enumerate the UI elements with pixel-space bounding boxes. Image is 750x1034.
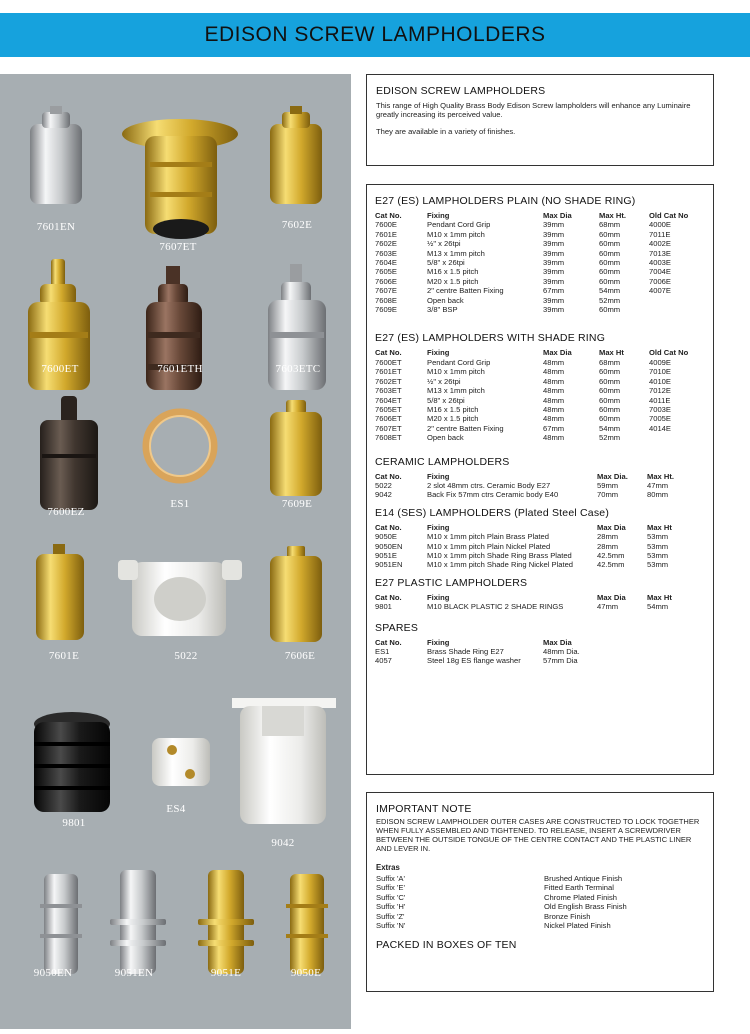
caption-7602e: 7602E	[281, 219, 313, 231]
table-header-row	[375, 638, 613, 647]
intro-paragraph: This range of High Quality Brass Body Edison Screw lampholders will enhance any Luminaire greatly increasing its perceived value.	[376, 101, 691, 119]
ceramic-table	[375, 472, 697, 500]
table-row	[375, 542, 697, 551]
table-row	[375, 551, 697, 560]
table-row	[375, 239, 709, 248]
caption-7601en: 7601EN	[36, 221, 76, 233]
caption-9042: 9042	[271, 837, 295, 849]
table-row	[375, 532, 697, 541]
header-fixing: Fixing	[427, 522, 450, 532]
table-header-row	[375, 523, 697, 532]
table-cell: 54mm	[599, 286, 621, 296]
table-cell: 7010E	[649, 367, 671, 377]
table-row	[375, 377, 709, 386]
lampholder-9051e	[198, 870, 254, 974]
header-max-dia: Max Dia	[543, 348, 572, 358]
table-cell: 7005E	[649, 414, 671, 424]
note-text: EDISON SCREW LAMPHOLDER OUTER CASES ARE CONSTRUCTED TO LOCK TOGETHER WHEN FULLY ASSEMBLED AND TIGHTENED. TO RELEASE, INSERT A SCREWDRIVER BETWEEN THE OUTSIDE TONGUE OF THE CENTRE CONTACT AND THE PLASTIC LINER AND LEVER IN.	[376, 817, 700, 853]
table-cell: 54mm	[647, 602, 669, 612]
header-old-cat-no: Old Cat No	[649, 348, 689, 358]
table-row	[375, 358, 709, 367]
table-cell: 52mm	[599, 433, 621, 443]
lampholder-7607et	[122, 119, 238, 239]
table-row	[375, 267, 709, 276]
table-row	[375, 286, 709, 295]
table-cell: 4014E	[649, 423, 671, 433]
table-cell: 9801	[375, 602, 392, 612]
lampholder-7602e	[270, 106, 322, 204]
table-row	[375, 396, 709, 405]
table-cell: 47mm	[597, 602, 619, 612]
table-cell: 60mm	[599, 395, 621, 405]
table-cell: 60mm	[599, 229, 621, 239]
caption-7601eth: 7601ETH	[157, 363, 203, 375]
caption-es1: ES1	[170, 498, 190, 510]
table-cell: 60mm	[599, 367, 621, 377]
table-cell: Old English Brass Finish	[544, 902, 627, 912]
table-row	[375, 424, 709, 433]
table-cell: M10 x 1mm pitch Shade Ring Nickel Plated	[427, 560, 574, 570]
table-header-row	[375, 348, 709, 357]
plastic-title: E27 PLASTIC LAMPHOLDERS	[375, 576, 528, 589]
table-cell: 60mm	[599, 248, 621, 258]
page-title: EDISON SCREW LAMPHOLDERS	[204, 23, 546, 46]
caption-7606e: 7606E	[284, 650, 316, 662]
caption-7600ez: 7600EZ	[47, 506, 85, 518]
table-cell: 7605E	[375, 267, 397, 277]
table-cell: 60mm	[599, 276, 621, 286]
caption-9050e: 9050E	[290, 967, 322, 979]
extras-title: Extras	[376, 863, 400, 872]
table-cell: 39mm	[543, 305, 565, 315]
packing-note: PACKED IN BOXES OF TEN	[376, 939, 517, 952]
table-cell: 4003E	[649, 258, 671, 268]
header-cat-no: Cat No.	[375, 522, 402, 532]
header-max-dia: Max Dia	[597, 522, 626, 532]
table-cell: M20 x 1.5 pitch	[427, 276, 479, 286]
table-cell: 60mm	[599, 376, 621, 386]
table-row	[375, 296, 709, 305]
caption-9051e: 9051E	[210, 967, 242, 979]
table-cell: ES1	[375, 647, 390, 656]
table-cell	[649, 433, 709, 442]
table-cell: 60mm	[599, 305, 621, 315]
spares-title: SPARES	[375, 621, 419, 634]
table-cell: 60mm	[599, 239, 621, 249]
table-row	[375, 481, 697, 490]
header-max-ht: Max Ht	[599, 348, 624, 358]
specs-box	[366, 184, 714, 775]
table-row	[375, 249, 709, 258]
table-cell: 48mm	[543, 414, 565, 424]
table-cell: 7603ET	[375, 386, 402, 396]
ceramic-interior-es4	[152, 738, 210, 786]
table-cell: 53mm	[647, 532, 669, 542]
table-cell: 5/8" x 26tpi	[427, 395, 465, 405]
table-cell: 7003E	[649, 404, 671, 414]
table-cell: 48mm	[543, 357, 565, 367]
table-cell: 3/8" BSP	[427, 305, 458, 315]
table-cell: 7609E	[375, 305, 397, 315]
table-cell: 4002E	[649, 239, 671, 249]
header-cat-no: Cat No.	[375, 211, 402, 220]
table-cell: 7605ET	[375, 404, 402, 414]
table-cell: 48mm	[543, 386, 565, 396]
caption-es4: ES4	[166, 803, 186, 815]
table-cell: 4000E	[649, 220, 671, 230]
table-cell: 9051EN	[375, 560, 403, 570]
table-cell: 5/8" x 26tpi	[427, 258, 465, 268]
table-cell: ½" x 26tpi	[427, 376, 461, 386]
table-cell: 39mm	[543, 220, 565, 230]
e27-plain-title: E27 (ES) LAMPHOLDERS PLAIN (NO SHADE RING)	[375, 195, 636, 207]
table-cell: 80mm	[647, 490, 669, 500]
spares-table	[375, 638, 613, 666]
table-cell: 7006E	[649, 276, 671, 286]
header-max-dia: Max Dia.	[597, 471, 628, 481]
plastic-table	[375, 593, 697, 612]
table-cell: 60mm	[599, 267, 621, 277]
ceramic-lampholder-5022	[118, 560, 242, 636]
caption-7600et: 7600ET	[41, 363, 79, 375]
table-cell: M10 x 1mm pitch	[427, 229, 485, 239]
header-old-cat-no: Old Cat No	[649, 211, 689, 220]
table-cell: M10 x 1mm pitch Shade Ring Brass Plated	[427, 550, 572, 560]
table-cell: Suffix 'A'	[376, 874, 405, 883]
table-cell: 7606ET	[375, 414, 402, 424]
table-cell: M16 x 1.5 pitch	[427, 267, 479, 277]
table-cell: Chrome Plated Finish	[544, 892, 618, 902]
shade-ring-es1	[146, 412, 214, 480]
plastic-lampholder-9801	[34, 712, 110, 812]
table-cell: 48mm	[543, 367, 565, 377]
table-cell: 7602ET	[375, 376, 402, 386]
table-cell: 7601ET	[375, 367, 402, 377]
table-cell: 39mm	[543, 229, 565, 239]
header-fixing: Fixing	[427, 592, 450, 602]
table-cell: 7608E	[375, 295, 397, 305]
product-photo-panel	[0, 74, 351, 1029]
intro-title: EDISON SCREW LAMPHOLDERS	[376, 85, 546, 97]
table-cell: 68mm	[599, 357, 621, 367]
lampholder-9051en	[110, 870, 166, 974]
caption-7607et: 7607ET	[159, 241, 197, 253]
table-cell: 2" centre Batten Fixing	[427, 286, 504, 296]
table-cell	[649, 305, 709, 314]
table-cell: 48mm	[543, 376, 565, 386]
header-cat-no: Cat No.	[375, 348, 402, 358]
e14-title: E14 (SES) LAMPHOLDERS (Plated Steel Case)	[375, 506, 610, 519]
table-cell: 39mm	[543, 248, 565, 258]
e14-table	[375, 523, 697, 570]
table-cell	[649, 296, 709, 305]
table-cell: 39mm	[543, 295, 565, 305]
table-cell: 53mm	[647, 560, 669, 570]
table-cell: Open back	[427, 295, 464, 305]
table-cell: 39mm	[543, 276, 565, 286]
table-cell: 59mm	[597, 480, 619, 490]
table-cell: 7604ET	[375, 395, 402, 405]
table-cell: 67mm	[543, 423, 565, 433]
table-cell: M10 x 1mm pitch	[427, 367, 485, 377]
table-cell: 54mm	[599, 423, 621, 433]
header-cat-no: Cat No.	[375, 592, 402, 602]
e27-plain-table	[375, 211, 709, 314]
table-row	[375, 405, 709, 414]
table-cell: M20 x 1.5 pitch	[427, 414, 479, 424]
table-row	[376, 912, 694, 921]
table-cell: 9051E	[375, 550, 397, 560]
header-max-dia: Max Dia	[543, 637, 572, 647]
table-cell: 60mm	[599, 404, 621, 414]
table-cell: 28mm	[597, 532, 619, 542]
table-cell: 7604E	[375, 258, 397, 268]
ceramic-lampholder-9042	[232, 698, 336, 824]
table-cell: 39mm	[543, 267, 565, 277]
table-cell: 47mm	[647, 480, 669, 490]
table-row	[375, 386, 709, 395]
table-row	[375, 305, 709, 314]
table-cell: 7013E	[649, 248, 671, 258]
caption-7601e: 7601E	[48, 650, 80, 662]
table-row	[375, 560, 697, 569]
table-cell: Suffix 'C'	[376, 892, 406, 902]
table-cell: Suffix 'E'	[376, 883, 405, 893]
lampholder-7609e	[270, 400, 322, 496]
e27-shade-title: E27 (ES) LAMPHOLDERS WITH SHADE RING	[375, 332, 606, 345]
table-cell: 7600ET	[375, 357, 402, 367]
table-cell: Bronze Finish	[544, 911, 591, 921]
table-cell: Nickel Plated Finish	[544, 921, 611, 931]
intro-finishes: They are available in a variety of finishes.	[376, 127, 516, 136]
product-illustrations	[0, 74, 351, 1029]
table-row	[375, 647, 613, 656]
header-max-dia: Max Dia	[597, 592, 626, 602]
table-cell: Pendant Cord Grip	[427, 357, 491, 367]
header-max-dia: Max Dia	[543, 211, 572, 220]
header-max-ht: Max Ht	[647, 522, 672, 532]
header-max-ht: Max Ht.	[599, 211, 627, 220]
header-cat-no: Cat No.	[375, 637, 402, 647]
header-banner	[0, 13, 750, 57]
table-row	[376, 921, 694, 930]
table-cell: 70mm	[597, 490, 619, 500]
table-cell: 60mm	[599, 414, 621, 424]
table-cell: Brass Shade Ring E27	[427, 647, 504, 656]
lampholder-7601en	[30, 106, 82, 204]
table-cell: M10 x 1mm pitch Plain Brass Plated	[427, 532, 549, 542]
header-fixing: Fixing	[427, 211, 450, 220]
table-cell: 7602E	[375, 239, 397, 249]
table-cell: 28mm	[597, 541, 619, 551]
table-cell: 7004E	[649, 267, 671, 277]
table-cell: 7011E	[649, 229, 671, 239]
table-cell: 7606E	[375, 276, 397, 286]
note-title: IMPORTANT NOTE	[376, 803, 472, 815]
table-cell: Back Fix 57mm ctrs Ceramic body E40	[427, 490, 559, 500]
header-fixing: Fixing	[427, 471, 450, 481]
header-max-ht: Max Ht.	[647, 471, 675, 481]
table-row	[375, 433, 709, 442]
table-cell: Suffix 'N'	[376, 921, 406, 931]
table-cell: 57mm Dia	[543, 656, 578, 666]
table-row	[375, 258, 709, 267]
table-cell: 48mm Dia.	[543, 647, 580, 656]
table-row	[376, 902, 694, 911]
table-cell: 60mm	[599, 386, 621, 396]
table-cell: 7603E	[375, 248, 397, 258]
table-cell: M13 x 1mm pitch	[427, 248, 485, 258]
table-cell: 48mm	[543, 433, 565, 443]
table-cell: 5022	[375, 480, 392, 490]
table-cell: 48mm	[543, 395, 565, 405]
table-cell: 9050EN	[375, 541, 403, 551]
table-cell: 7608ET	[375, 433, 402, 443]
table-cell: 53mm	[647, 541, 669, 551]
table-cell: 9050E	[375, 532, 397, 542]
table-cell: 42.5mm	[597, 560, 625, 570]
caption-7609e: 7609E	[281, 498, 313, 510]
table-row	[375, 656, 613, 665]
table-cell: 4010E	[649, 376, 671, 386]
table-cell: Fitted Earth Terminal	[544, 883, 614, 893]
table-cell: Suffix 'Z'	[376, 911, 405, 921]
table-row	[375, 230, 709, 239]
table-cell: 7012E	[649, 386, 671, 396]
table-cell: 2 slot 48mm ctrs. Ceramic Body E27	[427, 480, 551, 490]
table-header-row	[375, 593, 697, 602]
ceramic-title: CERAMIC LAMPHOLDERS	[375, 455, 510, 468]
note-box	[366, 792, 714, 992]
table-cell: 39mm	[543, 258, 565, 268]
table-cell: ½" x 26tpi	[427, 239, 461, 249]
table-cell: 60mm	[599, 258, 621, 268]
table-row	[375, 220, 709, 229]
table-cell: 7600E	[375, 220, 397, 230]
table-cell: 68mm	[599, 220, 621, 230]
table-cell: 4007E	[649, 286, 671, 296]
table-cell: 9042	[375, 490, 392, 500]
lampholder-7606e	[270, 546, 322, 642]
table-cell: M16 x 1.5 pitch	[427, 404, 479, 414]
extras-table	[376, 874, 694, 930]
table-cell: 2" centre Batten Fixing	[427, 423, 504, 433]
table-cell: 42.5mm	[597, 550, 625, 560]
table-cell: 48mm	[543, 404, 565, 414]
header-max-ht: Max Ht	[647, 592, 672, 602]
table-cell: Steel 18g ES flange washer	[427, 656, 521, 666]
table-row	[376, 883, 694, 892]
table-cell: 7601E	[375, 229, 397, 239]
header-fixing: Fixing	[427, 637, 450, 647]
table-cell: Pendant Cord Grip	[427, 220, 491, 230]
lampholder-7601e	[36, 544, 84, 640]
caption-7603etc: 7603ETC	[275, 363, 321, 375]
lampholder-9050en	[40, 874, 82, 974]
e27-shade-table	[375, 348, 709, 442]
table-cell: M10 x 1mm pitch Plain Nickel Plated	[427, 541, 551, 551]
table-row	[375, 602, 697, 611]
table-cell: 39mm	[543, 239, 565, 249]
table-row	[376, 893, 694, 902]
header-fixing: Fixing	[427, 348, 450, 358]
table-cell: 7607ET	[375, 423, 402, 433]
caption-9050en: 9050EN	[33, 967, 73, 979]
table-cell: 53mm	[647, 550, 669, 560]
table-cell: 4011E	[649, 395, 671, 405]
table-header-row	[375, 472, 697, 481]
table-row	[375, 277, 709, 286]
lampholder-9050e	[286, 874, 328, 974]
table-cell: 7607E	[375, 286, 397, 296]
table-row	[375, 414, 709, 423]
caption-5022: 5022	[174, 650, 198, 662]
table-row	[375, 490, 697, 499]
caption-9051en: 9051EN	[114, 967, 154, 979]
table-header-row	[375, 211, 709, 220]
table-row	[376, 874, 694, 883]
table-cell: 67mm	[543, 286, 565, 296]
header-cat-no: Cat No.	[375, 471, 402, 481]
table-cell: 4057	[375, 656, 392, 666]
table-row	[375, 367, 709, 376]
table-cell: Brushed Antique Finish	[544, 874, 623, 883]
lampholder-7600ez	[40, 396, 98, 510]
table-cell: 4009E	[649, 357, 671, 367]
caption-9801: 9801	[62, 817, 86, 829]
intro-box	[366, 74, 714, 166]
table-cell: Open back	[427, 433, 464, 443]
table-cell: M13 x 1mm pitch	[427, 386, 485, 396]
table-cell: Suffix 'H'	[376, 902, 406, 912]
table-cell: M10 BLACK PLASTIC 2 SHADE RINGS	[427, 602, 564, 612]
table-cell: 52mm	[599, 295, 621, 305]
